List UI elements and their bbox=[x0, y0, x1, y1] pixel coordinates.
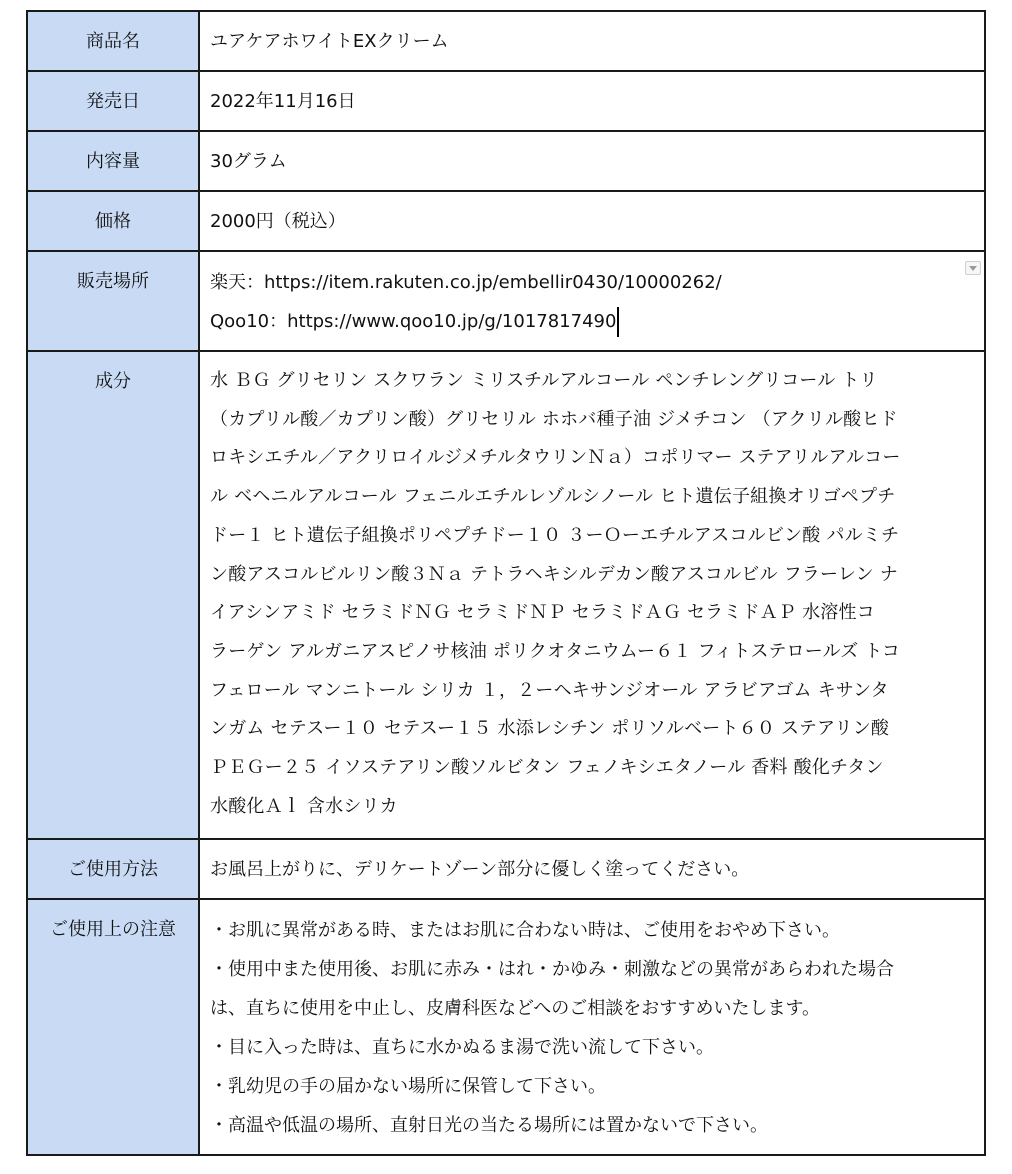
row-usage bbox=[27, 839, 985, 899]
caution-line: ・高温や低温の場所、直射日光の当たる場所には置かないで下さい。 bbox=[210, 1115, 768, 1137]
caution-line: ・目に入った時は、直ちに水かぬるま湯で洗い流して下さい。 bbox=[210, 1037, 714, 1059]
row-label: ご使用方法 bbox=[68, 859, 158, 881]
row-store bbox=[27, 251, 985, 351]
label-cell bbox=[27, 351, 199, 839]
row-label: 販売場所 bbox=[77, 271, 149, 292]
label-cell bbox=[27, 191, 199, 251]
row-price bbox=[27, 191, 985, 251]
value-cell[interactable] bbox=[199, 131, 985, 191]
value-cell[interactable] bbox=[199, 71, 985, 131]
row-label: ご使用上の注意 bbox=[50, 919, 176, 941]
ingredients-line: イアシンアミド セラミドＮＧ セラミドＮＰ セラミドＡＧ セラミドＡＰ 水溶性コ bbox=[210, 602, 875, 624]
caution-line: ・お肌に異常がある時、またはお肌に合わない時は、ご使用をおやめ下さい。 bbox=[210, 920, 840, 942]
caution-line: は、直ちに使用を中止し、皮膚科医などへのご相談をおすすめいたします。 bbox=[210, 998, 821, 1020]
ingredients-line: ラーゲン アルガニアスピノサ核油 ポリクオタニウムー６１ フィトステロールズ トコ bbox=[210, 640, 901, 662]
value-cell[interactable] bbox=[199, 899, 985, 1155]
value-cell[interactable] bbox=[199, 11, 985, 71]
row-label: 商品名 bbox=[86, 31, 140, 52]
value-cell[interactable] bbox=[199, 839, 985, 899]
volume-value: 30グラム bbox=[210, 151, 287, 172]
ingredients-line: ンガム セテスー１０ セテスー１５ 水添レシチン ポリソルベート６０ ステアリン酸 bbox=[210, 718, 890, 740]
value-cell[interactable] bbox=[199, 351, 985, 839]
price-value: 2000円（税込） bbox=[210, 211, 346, 232]
label-cell bbox=[27, 839, 199, 899]
row-product-name bbox=[27, 11, 985, 71]
row-label: 発売日 bbox=[86, 91, 140, 112]
cautions-list bbox=[210, 900, 972, 1154]
label-cell bbox=[27, 11, 199, 71]
row-release-date bbox=[27, 71, 985, 131]
release-date-value: 2022年11月16日 bbox=[210, 91, 356, 112]
caution-line: ・使用中また使用後、お肌に赤み・はれ・かゆみ・刺激などの異常があらわれた場合 bbox=[210, 959, 894, 981]
ingredients-line: ＰＥＧー２５ イソステアリン酸ソルビタン フェノキシエタノール 香料 酸化チタン bbox=[210, 757, 884, 779]
label-cell bbox=[27, 131, 199, 191]
store-link-qoo10-text: Qoo10：https://www.qoo10.jp/g/1017817490 bbox=[210, 311, 617, 332]
ingredients-line: （カプリル酸／カプリン酸）グリセリル ホホバ種子油 ジメチコン （アクリル酸ヒド bbox=[210, 408, 898, 430]
row-ingredients bbox=[27, 351, 985, 839]
store-link-rakuten[interactable]: 楽天：https://item.rakuten.co.jp/embellir0430/10000262/ bbox=[210, 272, 722, 293]
row-label: 内容量 bbox=[86, 151, 140, 172]
value-cell[interactable] bbox=[199, 191, 985, 251]
ingredients-line: 水酸化Ａｌ 含水シリカ bbox=[210, 795, 398, 817]
row-cautions bbox=[27, 899, 985, 1155]
label-cell bbox=[27, 899, 199, 1155]
row-label: 価格 bbox=[95, 211, 131, 232]
caution-line: ・乳幼児の手の届かない場所に保管して下さい。 bbox=[210, 1076, 606, 1098]
chevron-down-icon[interactable] bbox=[965, 261, 981, 275]
text-cursor bbox=[617, 307, 619, 337]
label-cell bbox=[27, 251, 199, 351]
row-label: 成分 bbox=[95, 371, 131, 392]
value-cell-editing[interactable] bbox=[199, 251, 985, 351]
product-spec-table bbox=[26, 10, 986, 1156]
ingredients-line: ドー１ ヒト遺伝子組換ポリペプチドー１０ ３ーＯーエチルアスコルビン酸 パルミチ bbox=[210, 524, 900, 546]
ingredients-list bbox=[210, 352, 972, 838]
ingredients-line: ル ベヘニルアルコール フェニルエチルレゾルシノール ヒト遺伝子組換オリゴペプチ bbox=[210, 486, 896, 508]
label-cell bbox=[27, 71, 199, 131]
store-link-qoo10[interactable] bbox=[210, 302, 972, 341]
product-name-value: ユアケアホワイトEXクリーム bbox=[210, 31, 449, 52]
row-volume bbox=[27, 131, 985, 191]
ingredients-line: ロキシエチル／アクリロイルジメチルタウリンＮａ）コポリマー ステアリルアルコー bbox=[210, 447, 901, 469]
ingredients-line: ン酸アスコルビルリン酸３Ｎａ テトラヘキシルデカン酸アスコルビル フラーレン ナ bbox=[210, 563, 898, 585]
ingredients-line: フェロール マンニトール シリカ １，２ーヘキサンジオール アラビアゴム キサンタ bbox=[210, 679, 889, 701]
usage-value: お風呂上がりに、デリケートゾーン部分に優しく塗ってください。 bbox=[210, 859, 750, 881]
ingredients-line: 水 ＢＧ グリセリン スクワラン ミリスチルアルコール ペンチレングリコール トリ bbox=[210, 370, 878, 391]
